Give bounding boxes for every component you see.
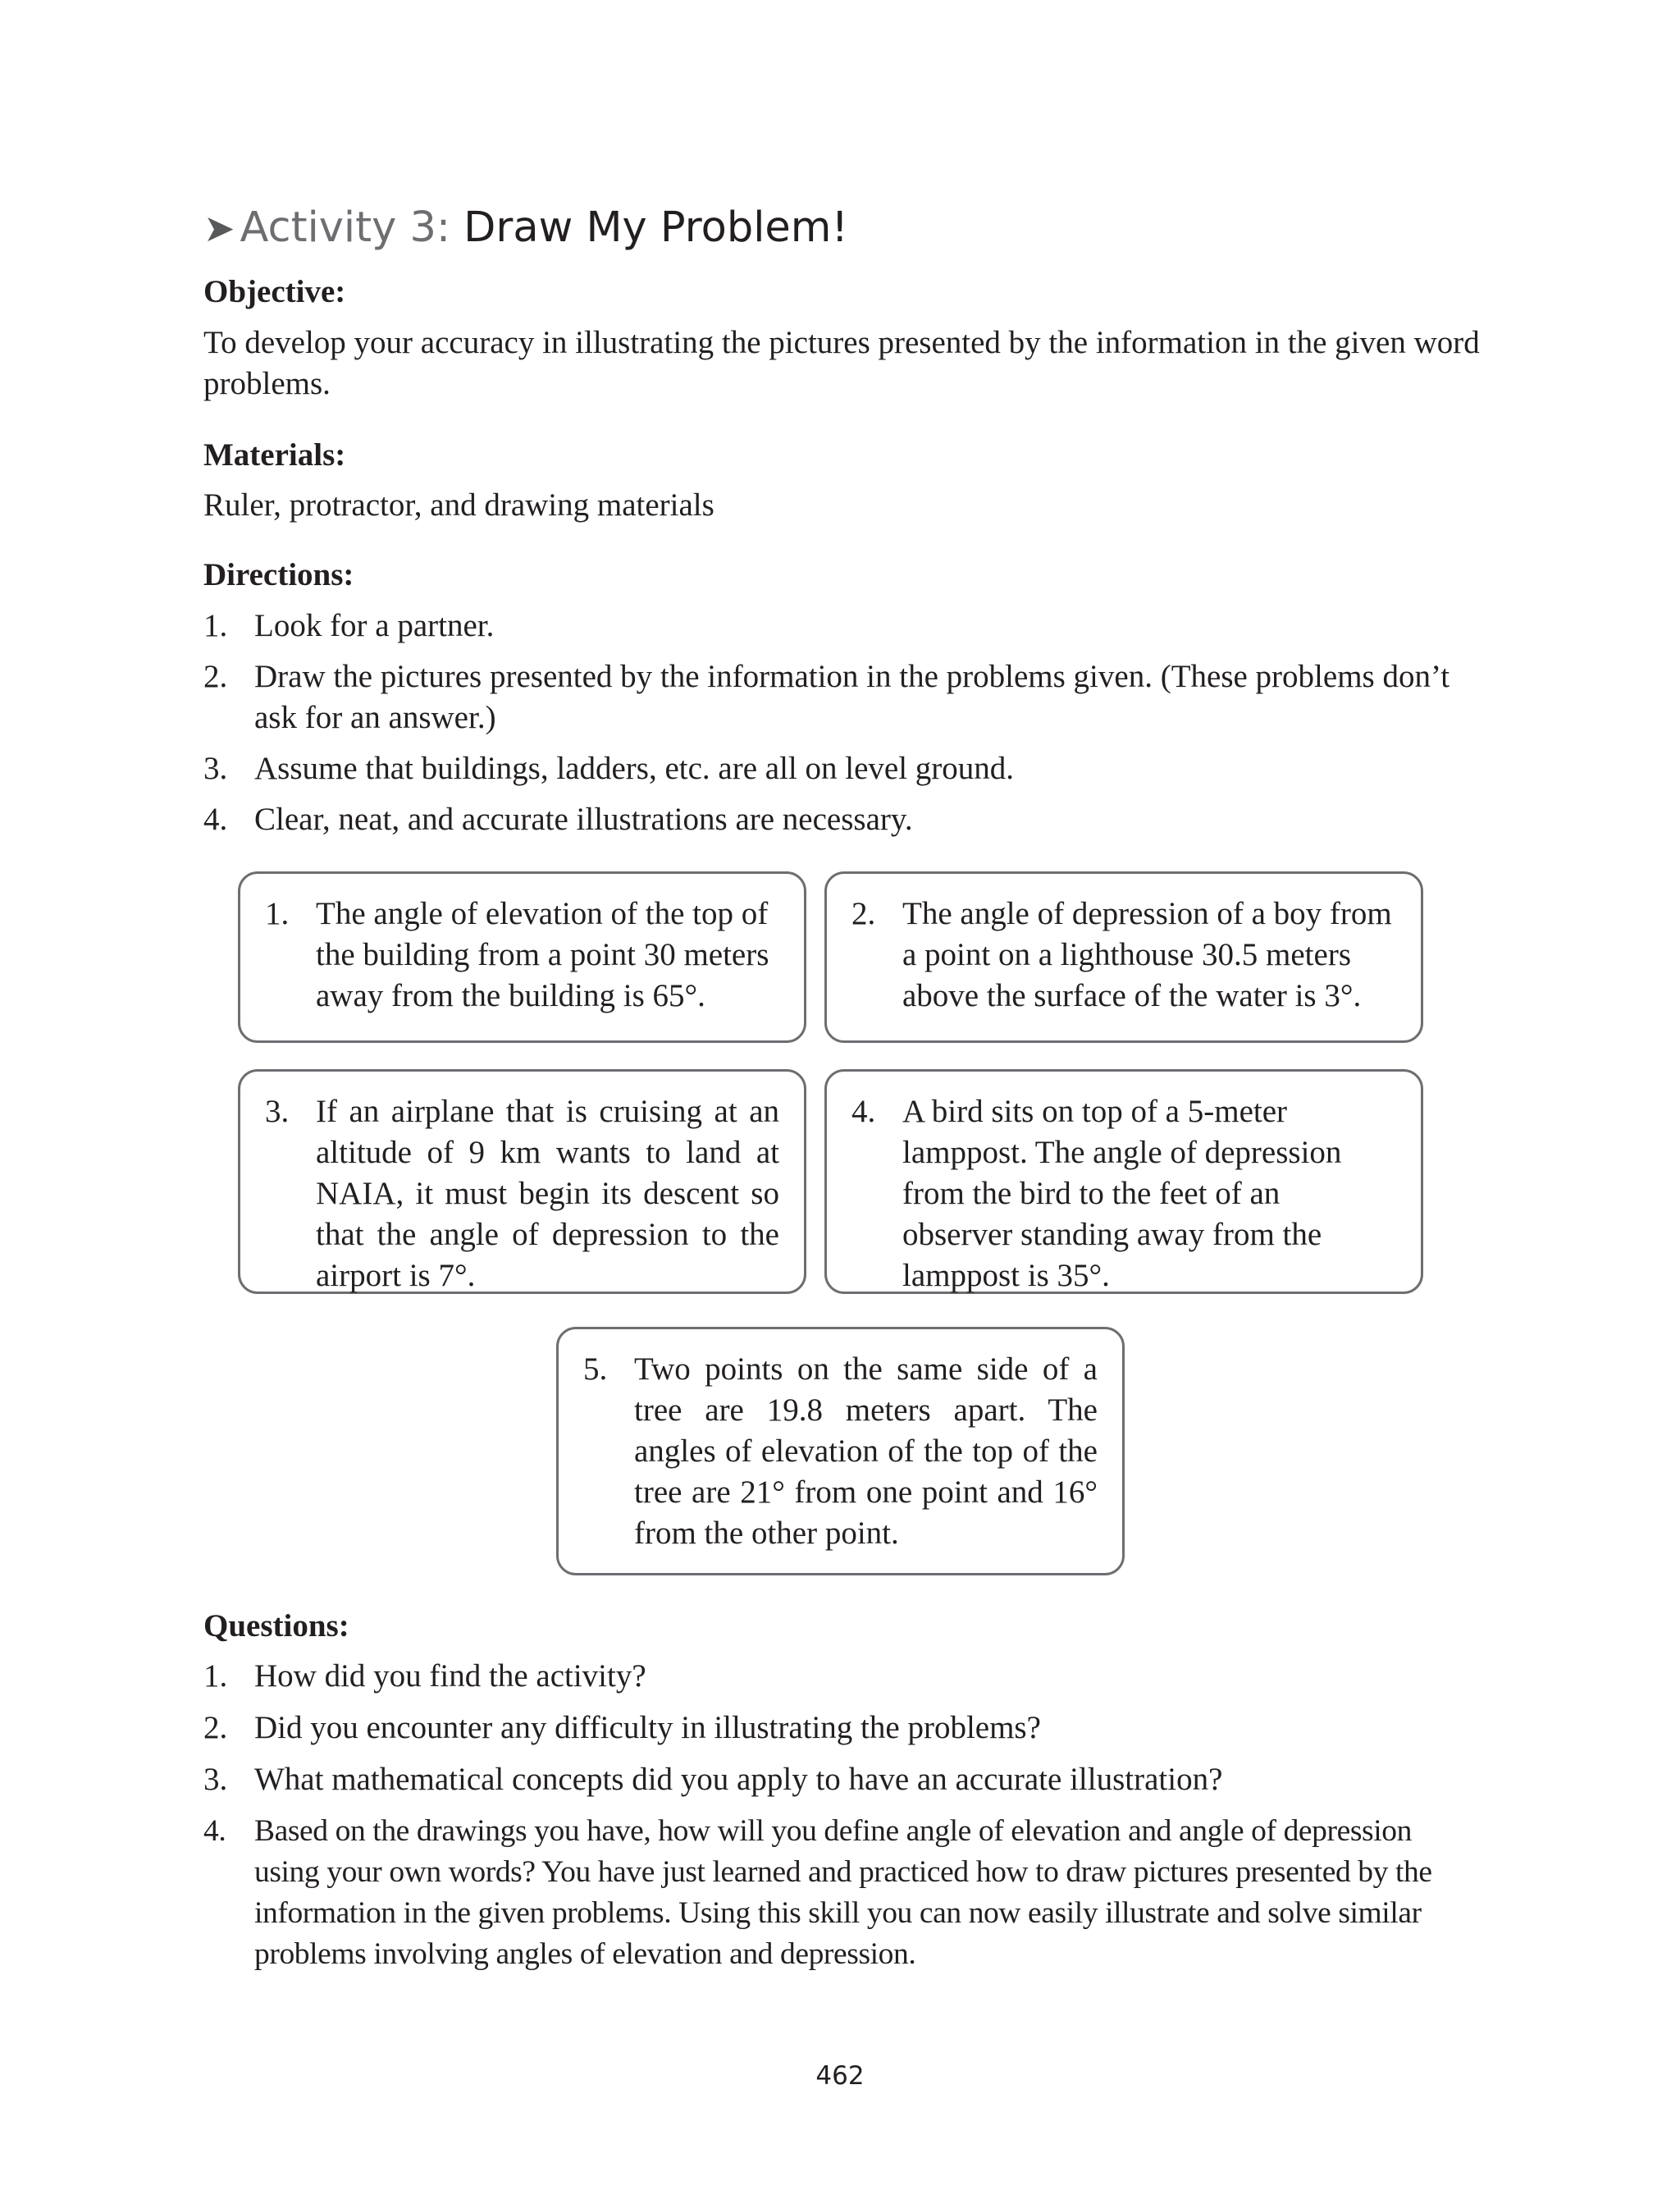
objective-text: To develop your accuracy in illustrating the pictures presented by the information in the given word problems. — [203, 325, 1480, 401]
problem-text: Two points on the same side of a tree are 19.8 meters apart. The angles of elevation of the top of the tree are 21° from one point and 16° from the other point. — [634, 1351, 1098, 1551]
question-number: 1. — [203, 1658, 228, 1694]
problem-number: 5. — [583, 1351, 608, 1387]
direction-number: 4. — [203, 802, 228, 837]
directions-label: Directions: — [203, 557, 354, 592]
activity-title: Draw My Problem! — [463, 203, 848, 252]
direction-item — [203, 606, 1483, 647]
question-text: Based on the drawings you have, how will you define angle of elevation and angle of depression using your own words? You have just learned and practiced how to draw pictures presented by the information in the given problems. Using this skill you can now easily illustrate and solve similar problems involving angles of elevation and depression. — [254, 1814, 1432, 1971]
question-number: 2. — [203, 1710, 228, 1745]
question-item — [203, 1656, 1483, 1697]
question-item — [203, 1708, 1483, 1749]
problem-text: The angle of elevation of the top of the building from a point 30 meters away from the building is 65°. — [316, 896, 769, 1013]
problem-text: A bird sits on top of a 5-meter lamppost. The angle of depression from the bird to the feet of an observer standing away from the lamppost is 35°. — [902, 1094, 1342, 1293]
problem-box-4 — [824, 1069, 1423, 1294]
problem-number: 1. — [265, 896, 290, 931]
page-number: 462 — [815, 2061, 865, 2091]
question-number: 3. — [203, 1762, 228, 1797]
direction-text: Clear, neat, and accurate illustrations are necessary. — [254, 802, 913, 837]
problem-text: If an airplane that is cruising at an altitude of 9 km wants to land at NAIA, it must begin its descent so that the angle of depression to the airport is 7°. — [316, 1094, 779, 1293]
objective-label: Objective: — [203, 274, 346, 309]
activity-label: Activity 3: — [240, 203, 451, 252]
materials-text: Ruler, protractor, and drawing materials — [203, 487, 714, 523]
question-item — [203, 1811, 1483, 1975]
problem-text: The angle of depression of a boy from a point on a lighthouse 30.5 meters above the surface of the water is 3°. — [902, 896, 1392, 1013]
problem-box-1 — [238, 871, 806, 1043]
direction-item — [203, 656, 1483, 738]
direction-number: 3. — [203, 751, 228, 786]
question-item — [203, 1759, 1483, 1800]
problem-number: 4. — [851, 1094, 876, 1129]
question-text: How did you find the activity? — [254, 1658, 646, 1694]
problem-box-5 — [556, 1327, 1125, 1575]
question-number: 4. — [203, 1814, 226, 1848]
questions-label: Questions: — [203, 1608, 349, 1644]
problem-box-3 — [238, 1069, 806, 1294]
direction-text: Look for a partner. — [254, 608, 495, 643]
problem-number: 3. — [265, 1094, 290, 1129]
direction-item — [203, 748, 1483, 789]
problem-box-2 — [824, 871, 1423, 1043]
materials-label: Materials: — [203, 437, 346, 473]
question-text: What mathematical concepts did you apply to have an accurate illustration? — [254, 1762, 1223, 1797]
direction-number: 1. — [203, 608, 228, 643]
direction-item — [203, 799, 1483, 840]
questions-list — [203, 1656, 1483, 1986]
question-text: Did you encounter any difficulty in illustrating the problems? — [254, 1710, 1041, 1745]
activity-heading — [203, 195, 848, 261]
directions-list — [203, 606, 1483, 850]
arrow-icon: ➤ — [203, 206, 235, 250]
direction-text: Assume that buildings, ladders, etc. are all on level ground. — [254, 751, 1015, 786]
problem-number: 2. — [851, 896, 876, 931]
direction-text: Draw the pictures presented by the information in the problems given. (These problems don’t ask for an answer.) — [254, 659, 1450, 735]
direction-number: 2. — [203, 659, 228, 694]
